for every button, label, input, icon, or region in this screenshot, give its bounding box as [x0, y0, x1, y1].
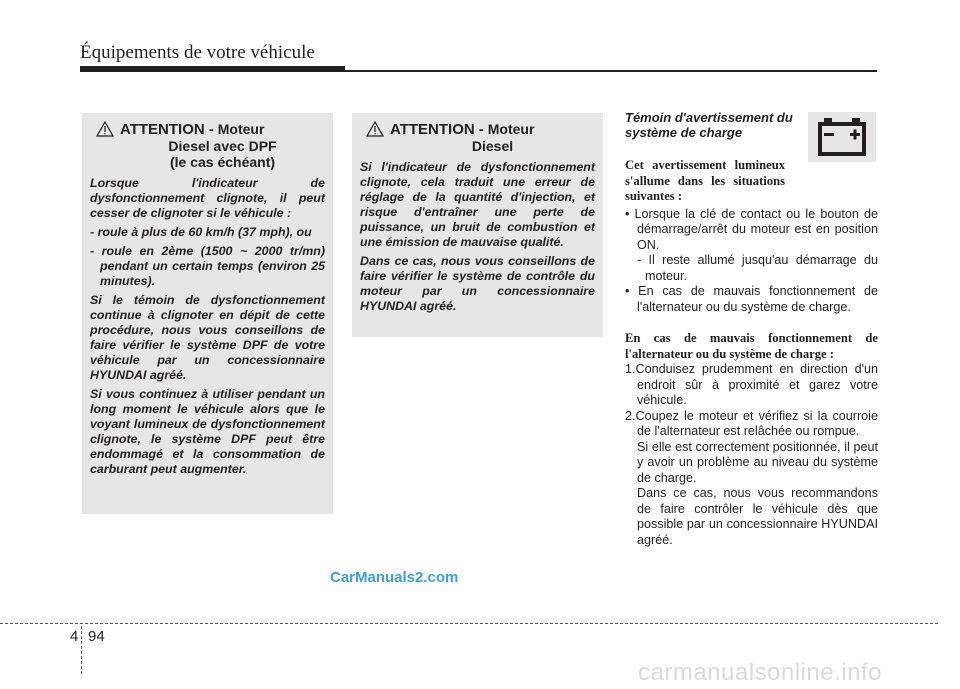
chapter-number: 4 [70, 628, 79, 645]
attention-title-line3: (le cas échéant) [169, 154, 276, 170]
box1-paragraph: Lorsque l'indicateur de dysfonctionnement clignote, il peut cesser de clignoter si le véhicule : [90, 176, 325, 220]
page-number: 94 [88, 628, 105, 645]
watermark-link[interactable]: CarManuals2.com [330, 569, 459, 586]
header-rule-thin [345, 70, 877, 72]
attention-box-diesel-heading [360, 121, 595, 154]
warning-triangle-icon [96, 121, 114, 137]
attention-title-line2: Diesel [471, 138, 514, 154]
attention-title-line2: Diesel avec DPF [168, 138, 277, 154]
lead-text: En cas de mauvais fonctionnement de l'alternateur ou du système de charge : [625, 331, 878, 361]
attention-label: ATTENTION - [390, 121, 484, 138]
box1-list-item: - roule en 2ème (1500 ~ 2000 tr/mn) pendant un certain temps (environ 25 minutes). [90, 244, 325, 288]
box2-paragraph: Si l'indicateur de dysfonctionnement clignote, cela traduit une erreur de réglage de la quantité d'injection, et risque d'entraîner une perte de puissance, un bruit de combustion et une émission de mauvaise qualité. [360, 160, 595, 249]
attention-title-line1: Moteur [217, 121, 265, 137]
numbered-item-continuation: Si elle est correctement positionnée, il peut y avoir un problème au niveau du système de charge. [637, 439, 878, 485]
attention-box-dpf [82, 113, 333, 514]
attention-label: ATTENTION - [120, 121, 214, 138]
bullet-item: • En cas de mauvais fonctionnement de l'alternateur ou du système de charge. [625, 284, 878, 314]
section-title: Témoin d'avertissement du système de charge [625, 110, 793, 140]
charging-warning-section [625, 110, 878, 548]
section-body [625, 158, 878, 548]
attention-box-dpf-heading [90, 121, 325, 170]
header-rule-thick [80, 66, 345, 72]
box1-paragraph: Si le témoin de dysfonctionnement continue à clignoter en dépit de cette procédure, nous vous conseillons de faire vérifier le système DPF de votre véhicule par un concessionnaire HYUNDAI agréé. [90, 293, 325, 382]
box1-list-item: - roule à plus de 60 km/h (37 mph), ou [90, 225, 312, 239]
lead-text: Cet avertissement lumineux s'allume dans les situations suivantes : [625, 158, 785, 203]
page-header-title: Équipements de votre véhicule [80, 42, 315, 63]
attention-box-diesel [352, 113, 603, 337]
attention-title-line1: Moteur [487, 121, 535, 137]
sub-item: - Il reste allumé jusqu'au démarrage du moteur. [637, 253, 878, 283]
warning-triangle-icon [366, 121, 384, 137]
box1-paragraph: Si vous continuez à utiliser pendant un long moment le véhicule alors que le voyant lumineux de dysfonctionnement clignote, le système DPF peut être endommagé et la consommation de carburant peut augmenter. [90, 387, 325, 476]
battery-icon [808, 112, 876, 162]
numbered-item-continuation: Dans ce cas, nous vous recommandons de faire contrôler le véhicule dès que possible par un concessionnaire HYUNDAI agréé. [637, 486, 878, 547]
numbered-item: 2.Coupez le moteur et vérifiez si la courroie de l'alternateur est relâchée ou rompue. [625, 408, 878, 438]
footer-rule [0, 623, 938, 624]
site-watermark: carmanualsonline.info [638, 659, 882, 686]
box2-paragraph: Dans ce cas, nous vous conseillons de faire vérifier le système de contrôle du moteur par un concessionnaire HYUNDAI agréé. [360, 254, 595, 313]
numbered-item: 1.Conduisez prudemment en direction d'un endroit sûr à proximité et garez votre véhicule. [625, 362, 878, 407]
bullet-item: • Lorsque la clé de contact ou le bouton de démarrage/arrêt du moteur est en position ON. [625, 206, 878, 252]
footer-divider [81, 626, 82, 674]
